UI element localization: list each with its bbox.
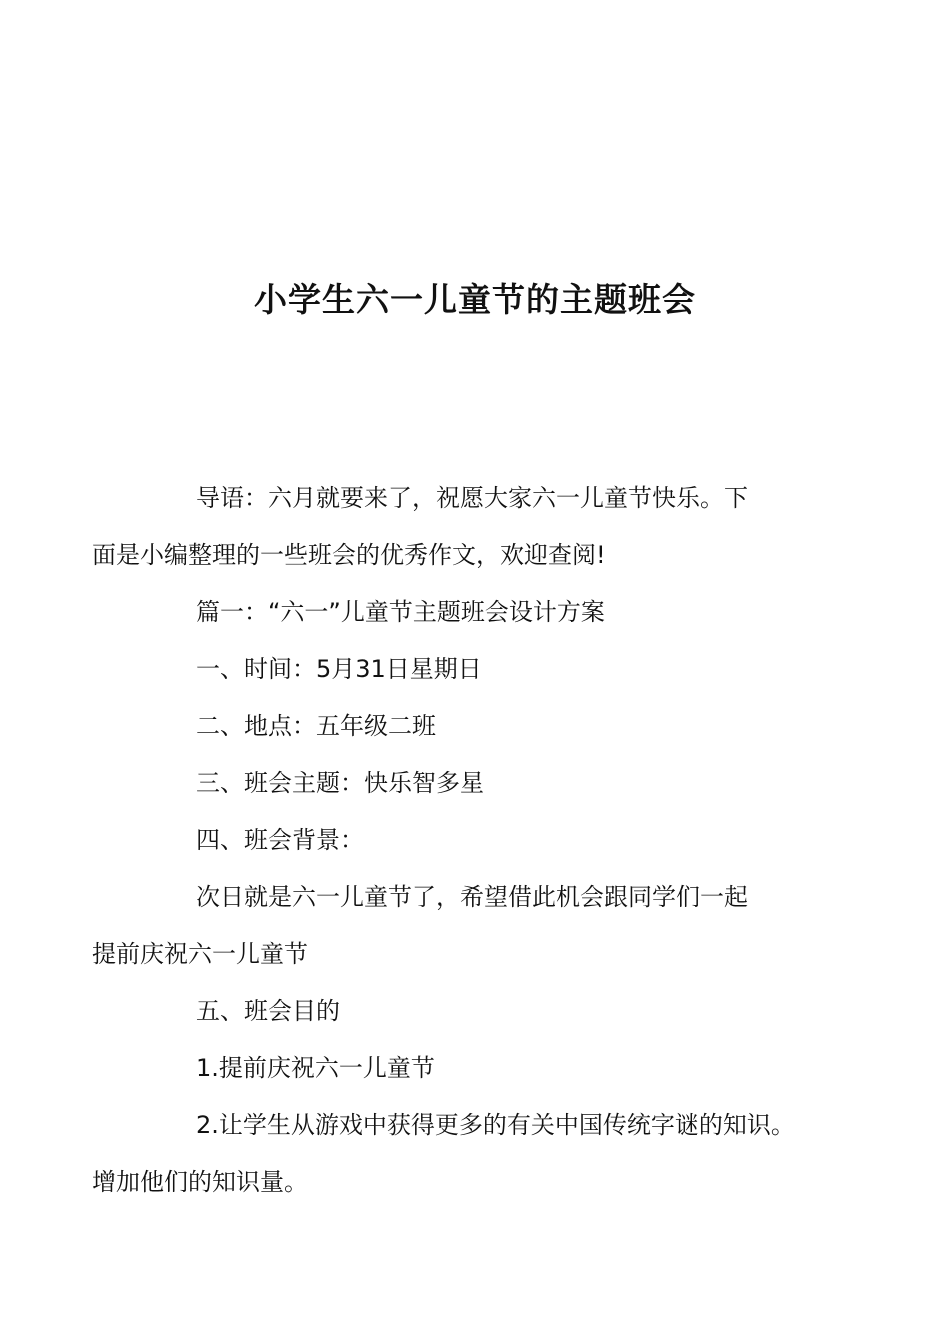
document-body [92, 470, 824, 1211]
paragraph-section-heading [144, 584, 824, 641]
paragraph-purpose-1 [144, 1040, 824, 1097]
paragraph-location [144, 698, 824, 755]
paragraph-intro [92, 470, 824, 584]
paragraph-purpose-2 [92, 1097, 824, 1211]
paragraph-line: 提前庆祝六一儿童节 [92, 940, 308, 968]
document-title: 小学生六一儿童节的主题班会 [254, 280, 696, 319]
paragraph-line: 一、时间：5月31日星期日 [196, 655, 482, 683]
paragraph-line: 2.让学生从游戏中获得更多的有关中国传统字谜的知识。 [196, 1111, 795, 1139]
paragraph-line: 二、地点：五年级二班 [196, 712, 436, 740]
paragraph-theme [144, 755, 824, 812]
paragraph-background-heading [144, 812, 824, 869]
paragraph-background [92, 869, 824, 983]
paragraph-line: 增加他们的知识量。 [92, 1168, 308, 1196]
paragraph-line: 1.提前庆祝六一儿童节 [196, 1054, 435, 1082]
paragraph-line: 三、班会主题：快乐智多星 [196, 769, 484, 797]
paragraph-line: 次日就是六一儿童节了，希望借此机会跟同学们一起 [196, 883, 748, 911]
paragraph-time [144, 641, 824, 698]
paragraph-line: 五、班会目的 [196, 997, 340, 1025]
paragraph-purpose-heading [144, 983, 824, 1040]
paragraph-line: 导语：六月就要来了，祝愿大家六一儿童节快乐。下 [196, 484, 748, 512]
paragraph-line: 四、班会背景： [196, 826, 364, 854]
paragraph-line: 篇一：“六一”儿童节主题班会设计方案 [196, 598, 605, 626]
paragraph-line: 面是小编整理的一些班会的优秀作文，欢迎查阅! [92, 541, 606, 569]
